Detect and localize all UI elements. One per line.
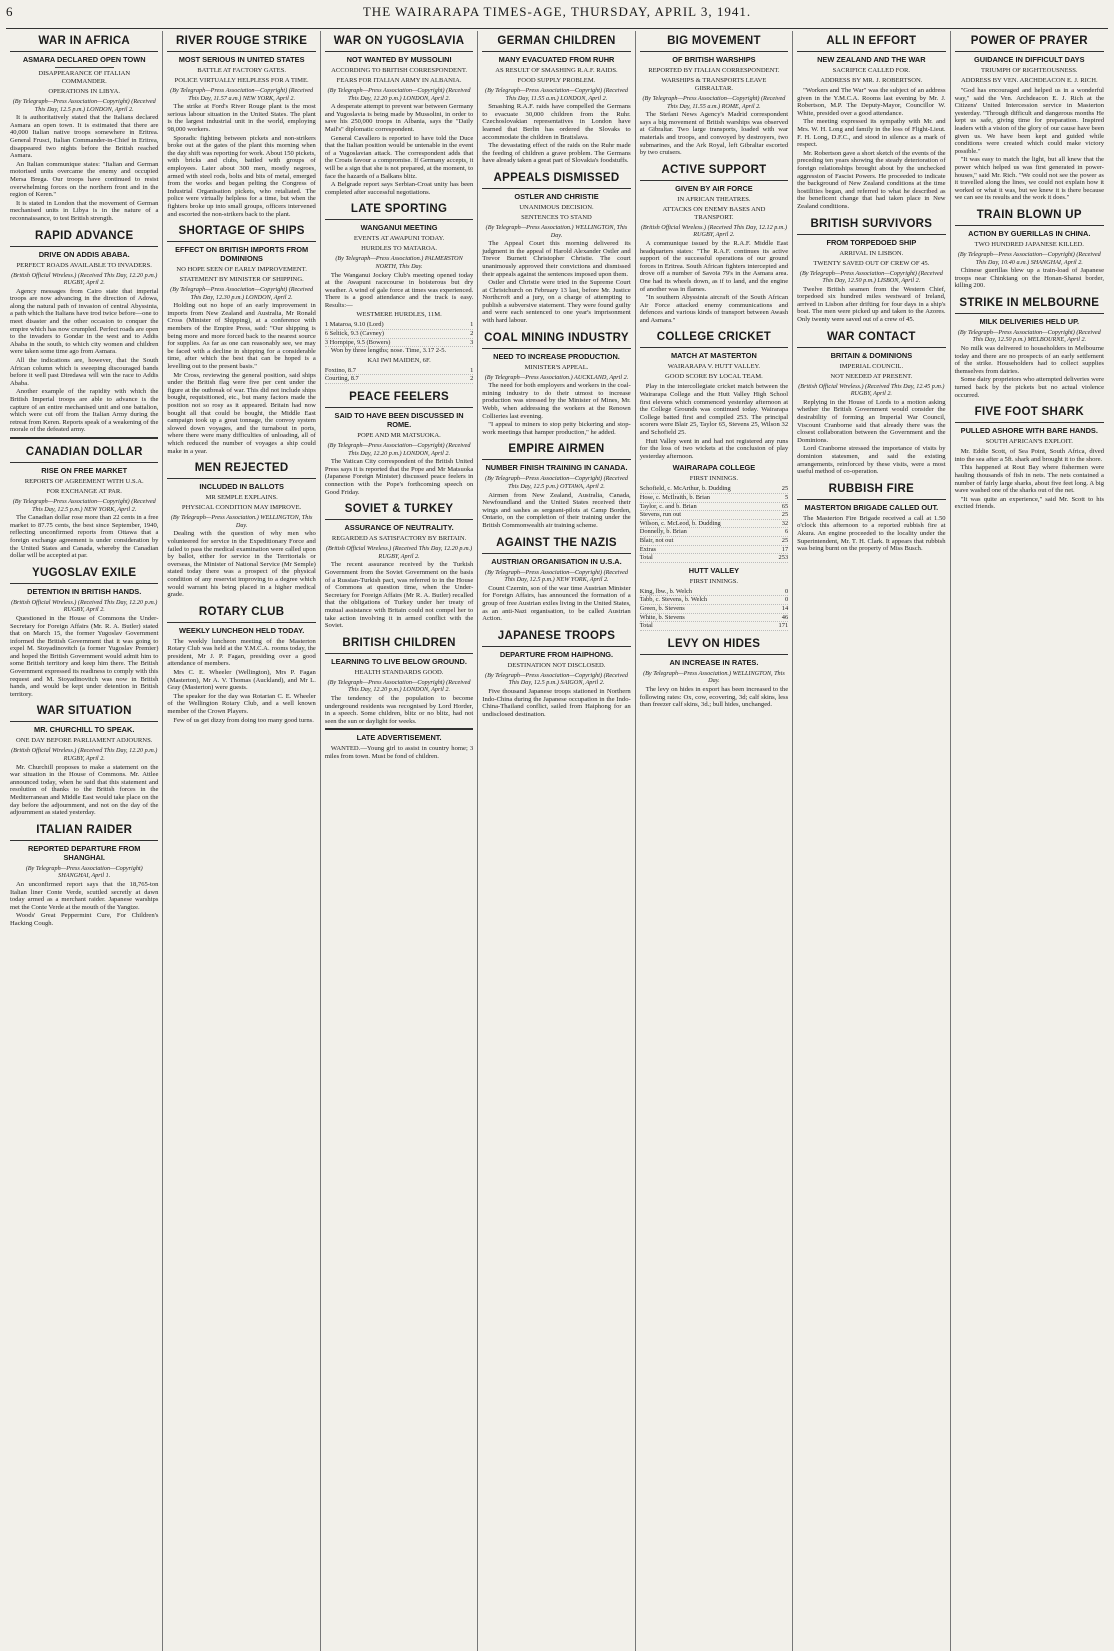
dateline: (By Telegraph—Press Association—Copyright) (Received This Day, 12.20 p.m.) LONDON, April 2. (327, 87, 471, 102)
advertisement: Woods' Great Peppermint Cure, For Children's Hacking Cough. (10, 912, 159, 927)
subheadline: POPE AND MR MATSUOKA. (357, 432, 441, 440)
subheadline: WEEKLY LUNCHEON HELD TODAY. (179, 625, 305, 635)
dateline: (By Telegraph—Press Association—Copyright) (Received This Day, 12.5 p.m.) SAIGON, April 2. (485, 671, 628, 687)
subheadline: DISAPPEARANCE OF ITALIAN COMMANDER. (38, 70, 131, 85)
article-war-contact (797, 327, 945, 476)
subheadline: HURDLES TO MATAROA. (361, 245, 438, 253)
article-paragraph: Holding out no hope of an early improvement in imports from New Zealand and Australia, Mr Ronald Cross (Minister of Shipping), at a conference with members of the Empire Press, said: "Our shipping is being more and more forced back to the nearest source for supplies. As far as one can reasonably see, we may be faced with a decline in shipping for a considerable time, after which the best that can be hoped is a levelling out to the present basis." (167, 302, 316, 371)
article-power-of-prayer (955, 31, 1104, 202)
article-paragraph: "Workers and The War" was the subject of an address given in the Y.M.C.A. Rooms last evening by Mr. J. Robertson, M.P. The Deputy-Mayor, Councillor W. White, presided over a good attendance. (797, 87, 946, 117)
headline: SOVIET & TURKEY (325, 499, 473, 520)
subheadline: DRIVE ON ADDIS ABABA. (38, 249, 130, 259)
article-paragraph: Replying in the House of Lords to a motion asking whether the British Government would consider the desirability of forming an Imperial War Council, Viscount Cranborne said that already there was the closest collaboration between the Government and the Dominions. (797, 398, 946, 444)
article-paragraph: Airmen from New Zealand, Australia, Canada, Newfoundland and the United States received their wings and sashes as sergeant-pilots at Camp Borden, Ontario, on the completion of their training under the British Commonwealth air training scheme. (482, 491, 631, 529)
subheadline: REPORTS OF AGREEMENT WITH U.S.A. (24, 477, 144, 485)
headline: RIVER ROUGE STRIKE (167, 31, 315, 52)
subheadline: STATEMENT BY MINISTER OF SHIPPING. (179, 276, 304, 284)
subheadline: UNANIMOUS DECISION. (519, 203, 594, 211)
headline: TRAIN BLOWN UP (955, 205, 1104, 226)
article-paragraph: "In southern Abyssinia aircraft of the South African Air Force attacked enemy communications and defences and various kinds of transport between Awash and Asmara." (639, 294, 789, 324)
article-paragraph: No milk was delivered to householders in Melbourne today and there are no prospects of an early settlement of the strike. Householders had to collect supplies themselves from dairies. (954, 345, 1104, 375)
score-row: King, lbw., b. Welch 0 (639, 587, 789, 595)
article-paragraph: The Vatican City correspondent of the British United Press says it is reported that the Pope and Mr Matsuoka (Japanese Foreign Minister) discussed peace feelers in connection with the Pope's forthcoming speech on Good Friday. (324, 458, 474, 496)
subheadline: TRIUMPH OF RIGHTEOUSNESS. (981, 67, 1078, 74)
subheadline: MANY EVACUATED FROM RUHR (498, 55, 615, 64)
dateline: (By Telegraph—Press Association—Copyright) (Received This Day, 12.20 p.m.) LONDON, April 2. (327, 678, 471, 694)
dateline: (By Telegraph—Press Association—Copyright) (Received This Day, 11.57 a.m.) NEW YORK, April 2. (170, 87, 314, 102)
subheadline: ADDRESS BY MR. J. ROBERTSON. (820, 77, 923, 84)
headline: YUGOSLAV EXILE (10, 563, 158, 584)
article-paragraph: The Wanganui Jockey Club's meeting opened today at the Awapuni racecourse in boisterous but dry weather. A wind of gale force at times was experienced. There is a good attendance and the track is easy. Results:— (324, 271, 474, 309)
article-all-in-effort (797, 31, 945, 211)
dateline: (By Telegraph—Press Association.) AUCKLAND, April 2. (484, 373, 629, 381)
result-row: Foxtino, 8.7 1 (324, 366, 474, 374)
subheadline: ACCORDING TO BRITISH CORRESPONDENT. (331, 67, 468, 74)
subheadline: BRITAIN & DOMINIONS (830, 350, 913, 360)
scorecard (640, 588, 788, 631)
subheadline: DESTINATION NOT DISCLOSED. (507, 661, 606, 669)
subheadline: EVENTS AT AWAPUNI TODAY. (353, 235, 445, 243)
subheadline: DETENTION IN BRITISH HANDS. (27, 586, 142, 596)
article-paragraph: Mr. Eddie Scott, of Sea Point, South Africa, dived into the sea after a 5ft. shark and brought it to the shore. (954, 448, 1104, 463)
score-row: Wilson, c. McLeod, b. Dudding 32 (639, 519, 789, 527)
subheadline: OSTLER AND CHRISTIE (514, 191, 599, 201)
scorecard (640, 485, 788, 562)
article-paragraph: Smashing R.A.F. raids have compelled the Germans to evacuate 30,000 children from the Ruhr. Czechoslovakian representatives in London have learned that Berlin has ordered the Slovaks to accommodate the children in Bratislava. (482, 103, 631, 141)
column-2 (163, 31, 320, 1651)
dateline: (By Telegraph—Press Association—Copyright) (Received This Day, 11.55 a.m.) ROME, April 2. (642, 95, 786, 110)
subheadline: GUIDANCE IN DIFFICULT DAYS (974, 55, 1085, 64)
article-paragraph: The meeting expressed its sympathy with Mr. and Mrs. W. H. Long and family in the loss of Flight-Lieut. F. H. Long, D.F.C., and stood in silence as a mark of respect. (797, 118, 946, 149)
article-men-rejected (167, 458, 315, 599)
headline: BRITISH CHILDREN (325, 633, 473, 654)
article-italian-raider (10, 820, 158, 928)
subheadline: REGARDED AS SATISFACTORY BY BRITAIN. (331, 535, 467, 543)
article-paragraph: A Belgrade report says Serbian-Croat unity has been completed after successful negotiations. (324, 181, 474, 196)
article-paragraph: The devastating effect of the raids on the Ruhr made the feeding of children a grave problem. The Germans have already taken a great part of Slovakia's foodstuffs. (482, 142, 631, 165)
headline: PEACE FEELERS (325, 387, 473, 408)
subheadline: FROM TORPEDOED SHIP (826, 237, 917, 247)
subheadline: ARRIVAL IN LISBON. (839, 249, 904, 257)
article-paragraph: Hutt Valley went in and had not registered any runs for the loss of two wickets at the conclusion of play yesterday afternoon. (639, 437, 789, 460)
score-total-row: Total 171 (639, 622, 789, 630)
subheadline: ASSURANCE OF NEUTRALITY. (344, 523, 454, 533)
article-canadian-dollar (10, 442, 158, 560)
team-heading: WAIRARAPA COLLEGE (672, 463, 756, 473)
subheadline: IN AFRICAN THEATRES. (677, 195, 751, 203)
headline: WAR CONTACT (797, 327, 945, 348)
subheadline: SACRIFICE CALLED FOR. (832, 67, 911, 74)
subheadline: NOT NEEDED AT PRESENT. (830, 372, 913, 380)
subheadline: NUMBER FINISH TRAINING IN CANADA. (485, 463, 628, 473)
result-row: 6 Seltick, 9.3 (Cavney) 2 (324, 330, 474, 338)
headline: ROTARY CLUB (167, 602, 315, 623)
dateline: (By Telegraph—Press Association—Copyright) (Received This Day, 12.5 p.m.) NEW YORK, April 2. (485, 568, 628, 584)
subheadline: NEED TO INCREASE PRODUCTION. (493, 351, 620, 361)
article-war-situation (10, 701, 158, 816)
article-levy-on-hides (640, 634, 788, 709)
article-yugoslav-exile (10, 563, 158, 699)
column-6 (793, 31, 950, 1651)
subheadline: LEARNING TO LIVE BELOW GROUND. (331, 656, 467, 666)
late-advertisement-heading: LATE ADVERTISEMENT. (356, 733, 442, 743)
article-paragraph: Twelve British seamen from the Western Chief, torpedoed six hundred miles westward of Ireland, arrived in Lisbon after drifting for four days in a ship's boat. The men were picked up and taken to the Azores. Only twenty were saved out of a crew of 45. (797, 285, 946, 324)
article-paragraph: The levy on hides in export has been increased to the following rates: Ox, cow, ecovering, 3d; calf skins, less than freezer calf skins, 3d.; bull hides, unchanged. (639, 685, 789, 709)
article-paragraph: The tendency of the population to become underground residents was recognised by Lord Horder, in a speech. Some children, blitz or no blitz, had not seen the sun or daylight for weeks. (324, 694, 474, 725)
headline: ACTIVE SUPPORT (640, 160, 788, 181)
headline: ALL IN EFFORT (797, 31, 945, 52)
headline: MEN REJECTED (167, 458, 315, 479)
subheadline: MINISTER'S APPEAL. (524, 363, 589, 371)
article-paragraph: Chinese guerillas blew up a train-load of Japanese troops near Chinkiang on the Honan-Shansi border, killing 200. (954, 267, 1104, 290)
article-against-the-nazis (482, 533, 630, 623)
dateline: (By Telegraph—Press Association—Copyright) (Received This Day, 12.5 p.m.) LONDON, April 2. (12, 98, 156, 113)
article-peace-feelers (325, 387, 473, 496)
subheadline: FEARS FOR ITALIAN ARMY IN ALBANIA. (336, 77, 462, 84)
article-empire-airmen (482, 439, 630, 529)
article-college-cricket (640, 327, 788, 630)
subheadline: ACTION BY GUERILLAS IN CHINA. (968, 228, 1091, 238)
dateline: (By Telegraph—Press Association—Copyright) SHANGHAI, April 1. (25, 864, 143, 880)
race-results (325, 367, 473, 384)
headline: ITALIAN RAIDER (10, 820, 158, 841)
article-paragraph: Another example of the rapidity with which the British Imperial troops are able to advance is the capture of an entire mechanised unit and one battalion, which were cut off from the Italian Army during the retreat from Keren. Reports speak of a weakening of the morale of the defeated army. (10, 388, 159, 434)
headline: COAL MINING INDUSTRY (482, 328, 630, 349)
subheadline: GOOD SCORE BY LOCAL TEAM. (665, 373, 763, 381)
article-paragraph: The Canadian dollar rose more than 22 cents in a free market to 87.75 cents, the best since September, 1940, reflecting unconfirmed reports from Ottawa that a foreign exchange agreement is under consideration by the United States and Canada, whereby the Canadian dollar will be accepted at par. (10, 514, 159, 560)
article-paragraph: Dealing with the question of why men who volunteered for service in the Expeditionary Force and failed to pass the medical examination were called upon by ballot, either for service in the Territorials or overseas, the Minister of National Service (Mr Semple) stated today there was a prospect of the physical condition of any reservist improving to a degree which would warrant his being placed in a higher medical grade. (167, 530, 316, 599)
article-active-support (640, 160, 788, 325)
subheadline: POLICE VIRTUALLY HELPLESS FOR A TIME. (174, 77, 309, 84)
score-row: Green, b. Stevens 14 (639, 604, 789, 612)
subheadline: MASTERTON BRIGADE CALLED OUT. (804, 502, 939, 512)
article-paragraph: All the indications are, however, that the South African column which is sweeping discouraged bands before it well past Diredawa will win the race to Addis Ababa. (10, 357, 159, 387)
subheadline: ADDRESS BY VEN. ARCHDEACON E. J. RICH. (960, 77, 1098, 84)
subheadline: WARSHIPS & TRANSPORTS LEAVE GIBRALTAR. (661, 77, 767, 92)
subheadline: NEW ZEALAND AND THE WAR (817, 55, 926, 64)
article-paragraph: An Italian communique states: "Italian and German motorised units overcame the enemy and occupied Mersa Brega. Our troops have continued to resist overwhelming forces on the northern front and in the region of Keren." (10, 160, 159, 199)
subheadline: OPERATIONS IN LIBYA. (48, 88, 121, 95)
subheadline: FOOD SUPPLY PROBLEM. (517, 77, 596, 84)
article-paragraph: A communique issued by the R.A.F. Middle East headquarters states: "The R.A.F. continues its active support of the successful operations of our ground forces in Eritrea. South African fighters intercepted and drove off a number of Savoia 79's in the Asmara area. One had its wheels down, as if to land, and the engine of another was in flames. (639, 239, 789, 293)
dateline: (British Official Wireless.) (Received This Day, 12.20 p.m.) RUGBY, April 2. (11, 747, 158, 763)
headline: RUBBISH FIRE (797, 479, 945, 500)
subheadline: DEPARTURE FROM HAIPHONG. (499, 649, 614, 659)
dateline: (By Telegraph—Press Association—Copyright) (Received This Day, 12.50 p.m.) MELBOURNE, April 2. (957, 328, 1101, 344)
score-row: Hose, c. McIlraith, b. Brian 5 (639, 494, 789, 501)
headline: LEVY ON HIDES (640, 634, 788, 655)
article-paragraph: "I appeal to miners to stop petty bickering and stop-work meetings that hamper production," he added. (482, 421, 631, 436)
column-7 (951, 31, 1108, 1651)
subheadline: ASMARA DECLARED OPEN TOWN (22, 55, 146, 64)
subheadline: MR SEMPLE EXPLAINS. (205, 494, 278, 502)
subheadline: AUSTRIAN ORGANISATION IN U.S.A. (491, 556, 622, 566)
subheadline: IMPERIAL COUNCIL. (839, 362, 904, 370)
article-rubbish-fire (797, 479, 945, 553)
result-row: 3 Hornpipe, 9.5 (Bowers) 3 (324, 338, 474, 346)
article-shortage-of-ships (167, 221, 315, 455)
article-paragraph: The Stefani News Agency's Madrid correspondent says a big movement of British warships was observed at Gibraltar. Two large transports, loaded with war materials and troops, and convoyed by destroyers, two submarines, and the Ark Royal, left Gibraltar escorted by two cruisers. (639, 111, 789, 157)
team-heading: HUTT VALLEY (688, 565, 740, 575)
headline: JAPANESE TROOPS (482, 626, 630, 647)
score-row: Donnelly, b. Brian 6 (639, 528, 789, 536)
article-japanese-troops (482, 626, 630, 719)
headline: EMPIRE AIRMEN (482, 439, 630, 460)
subheadline: MR. CHURCHILL TO SPEAK. (34, 725, 135, 735)
subheadline: ONE DAY BEFORE PARLIAMENT ADJOURNS. (16, 737, 153, 745)
article-strike-in-melbourne (955, 293, 1104, 399)
subheadline: SAID TO HAVE BEEN DISCUSSED IN ROME. (334, 411, 464, 430)
race-note: Won by three lengths; nose. Time, 3.17 2-5. (330, 347, 447, 355)
dateline: (By Telegraph—Press Association—Copyright) (Received This Day, 10.40 a.m.) SHANGHAI, April 2. (957, 250, 1101, 266)
advertisement: Few of us get dizzy from doing too many good turns. (173, 716, 314, 724)
score-row: Stevens, run out 25 (639, 511, 789, 519)
race-heading: KAI IWI MAIDEN, 6F. (367, 356, 431, 364)
article-river-rouge-strike (167, 31, 315, 218)
headline: SHORTAGE OF SHIPS (167, 221, 315, 242)
subheadline: PULLED ASHORE WITH BARE HANDS. (960, 426, 1098, 436)
article-paragraph: Mr Cross, reviewing the general position, said ships under the British flag were five per cent under the figure at the outbreak of war. This did not include ships bought, requisitioned, etc., but many factors made the position not so rosy as it appeared. Britain had now bought all that could be bought, the Middle East campaign took up a great tonnage, the convoy system slowed down voyages, and the turnabout in ports, where there were many difficulties of unloading, all of which reduced the number of voyages a ship could make in a year. (167, 371, 316, 455)
article-paragraph: Some dairy proprietors who attempted deliveries were turned back by the pickets but no actual violence occurred. (954, 376, 1104, 399)
dateline: (British Official Wireless.) (Received This Day, 12.12 p.m.) RUGBY, April 2. (640, 223, 788, 239)
article-paragraph: The Masterton Fire Brigade received a call at 1.50 o'clock this afternoon to a reported rubbish fire at Akura. An engine proceeded to the locality under the Superintendent, Mr. T. H. Clark. It appears that rubbish was being burnt on the property of Miss Busch. (797, 514, 946, 553)
headline: APPEALS DISMISSED (482, 168, 630, 189)
innings-heading: FIRST INNINGS. (689, 577, 739, 585)
article-paragraph: General Cavallero is reported to have told the Duce that the Italian position would be untenable in the event of a Yugoslavian attack. The correspondent adds that the Croats favour a compromise. If Germany accepts, it will be a sign that she is not prepared, at the moment, to face the hazards of a Balkans blitz. (324, 134, 474, 180)
headline: FIVE FOOT SHARK (955, 402, 1104, 423)
dateline: (British Official Wireless.) (Received This Day, 12.20 p.m.) RUGBY, April 2. (11, 271, 158, 287)
article-british-survivors (797, 214, 945, 324)
dateline: (British Official Wireless.) (Received This Day, 12.45 p.m.) RUGBY, April 2. (798, 382, 945, 398)
article-paragraph: The Appeal Court this morning delivered its judgment in the appeal of Harold Alexander Ostler and Trevor Burnett Christopher Christie. The court unanimously approved their convictions and dismissed their appeals against the sentences imposed upon them. (482, 240, 631, 278)
article-paragraph: Play in the intercollegiate cricket match between the Wairarapa College and the Hutt Valley High School first elevens which commenced yesterday afternoon at the College Grounds was continued today. Wairarapa College batted first and compiled 253. The principal scorers were Blair 25, Taylor 65, Stevens 25, Wilson 32 and Schofield 25. (639, 383, 789, 437)
article-train-blown-up (955, 205, 1104, 290)
subheadline: TWENTY SAVED OUT OF CREW OF 45. (813, 259, 930, 267)
headline: GERMAN CHILDREN (482, 31, 630, 52)
article-british-children (325, 633, 473, 761)
dateline: (By Telegraph—Press Association—Copyright) (Received This Day, 12.5 p.m.) OTTAWA, April 2. (485, 475, 628, 490)
subheadline: REPORTED DEPARTURE FROM SHANGHAI. (28, 843, 141, 862)
article-paragraph: This happened at Rout Bay where fishermen were hauling thousands of fish in nets. The nets contained a number of fairly large sharks, about five feet long. A big wave washed one of the sharks out of the net. (954, 464, 1104, 495)
score-row: Extras 17 (639, 545, 789, 553)
subheadline: WANGANUI MEETING (360, 223, 438, 233)
article-paragraph: The recent assurance received by the Turkish Government from the Soviet Government on the basis of a Russian-Turkish pact, was referred to in the House of Commons at question time, when the Under-Secretary for Foreign Affairs (Mr R. A. Butler) recalled that the obligations of Turkey under her treaty of mutual assistance with Britain could not compel her to take action involving it in armed conflict with the Soviet. (324, 561, 474, 630)
subheadline: NOT WANTED BY MUSSOLINI (346, 55, 452, 64)
headline: WAR IN AFRICA (10, 31, 158, 52)
subheadline: OF BRITISH WARSHIPS (672, 55, 756, 64)
headline: STRIKE IN MELBOURNE (955, 293, 1104, 314)
dateline: (By Telegraph—Press Association.) PALMERSTON NORTH, This Day. (335, 255, 463, 270)
article-paragraph: Questioned in the House of Commons the Under-Secretary for Foreign Affairs (Mr. R. A. Butler) stated that on March 15, the former Yugoslav Government informed the British Government that it was going to expel M. Stoyadinovitch (a former Yugoslav Premier) and hoped the British Government would admit him to some British territory and keep him there. The British Government expressed its readiness to comply with this request and M. Stoyadinovitch was now in British hands, and would be kept under detention in British territory. (10, 614, 159, 698)
masthead (6, 4, 1108, 29)
article-paragraph: A desperate attempt to prevent war between Germany and Yugoslavia is being made by Mussolini, in order to save his 250,000 troops in Albania, says the "Daily Mail's" diplomatic correspondent. (324, 103, 474, 133)
article-paragraph: Mr. Churchill proposes to make a statement on the war situation in the House of Commons. Mr. Attlee announced today, when he said that this statement and resolution of thanks to the British forces in the Mediterranean and Middle East would take place on the day before the adjournment, and not on the day of the adjournment as stated yesterday. (10, 763, 159, 817)
dateline: (By Telegraph—Press Association—Copyright) (Received This Day, 12.20 p.m.) LONDON, April 2. (327, 442, 471, 457)
subheadline: WAIRARAPA V. HUTT VALLEY. (667, 363, 761, 371)
score-row: Tabb, c. Stevens, b. Welch 0 (639, 596, 789, 604)
article-appeals-dismissed (482, 168, 630, 325)
subheadline: FOR EXCHANGE AT PAR. (46, 487, 122, 495)
subheadline: RISE ON FREE MARKET (41, 465, 128, 475)
article-paragraph: Count Czernin, son of the war time Austrian Minister for Foreign Affairs, has announced the formation of a group of free Austrian exiles living in the United States, as an anti-Nazi organisation, to be called Austrian Action. (482, 584, 631, 623)
article-war-in-africa (10, 31, 158, 223)
headline: BIG MOVEMENT (640, 31, 788, 52)
score-row: Schofield, c. McArthur, b. Dudding 25 (639, 485, 789, 493)
subheadline: MATCH AT MASTERTON (670, 351, 757, 361)
article-rotary-club (167, 602, 315, 725)
article-coal-mining (482, 328, 630, 437)
column-5 (636, 31, 793, 1651)
subheadline: MILK DELIVERIES HELD UP. (979, 316, 1080, 326)
race-heading: WESTMERE HURDLES, 11M. (356, 311, 442, 319)
score-total-row: Total 253 (639, 554, 789, 562)
article-paragraph: It is stated in London that the movement of German mechanised units in Libya is in the nature of a reconnaissance, to test British strength. (10, 199, 159, 222)
score-row: White, b. Stevens 46 (639, 613, 789, 621)
race-results (325, 321, 473, 347)
subheadline: TWO HUNDRED JAPANESE KILLED. (974, 240, 1084, 248)
article-war-on-yugoslavia (325, 31, 473, 196)
subheadline: EFFECT ON BRITISH IMPORTS FROM DOMINIONS (175, 245, 309, 264)
article-paragraph: Five thousand Japanese troops stationed in Northern Indo-China during the Japanese occupation in the Indo-China-Thailand conflict, sailed from Haiphong for an undisclosed destination. (482, 687, 631, 718)
subheadline: MOST SERIOUS IN UNITED STATES (178, 55, 305, 64)
article-paragraph: An unconfirmed report says that the 18,765-ton Italian liner Conte Verde, scuttled secretly at dawn today armed as a merchant raider. Japanese warships met the Conte Verde at the mouth of the Yangtze. (10, 880, 159, 911)
score-row: Blair, not out 25 (639, 536, 789, 544)
score-row: Taylor, c. and b. Brian 65 (639, 502, 789, 510)
subheadline: AN INCREASE IN RATES. (669, 657, 759, 667)
headline: RAPID ADVANCE (10, 226, 158, 247)
article-paragraph: Ostler and Christie were tried in the Supreme Court at Christchurch on February 13 last, before Mr. Justice Northcroft and a jury, on a charge of attempting to publish a subversive statement. They were found guilty and were each sentenced to one year's imprisonment with hard labour. (482, 279, 631, 325)
subheadline: BATTLE AT FACTORY GATES. (197, 67, 287, 74)
subheadline: SENTENCES TO STAND (521, 213, 592, 221)
headline: POWER OF PRAYER (955, 31, 1104, 52)
subheadline: REPORTED BY ITALIAN CORRESPONDENT. (648, 67, 780, 74)
advertisement: WANTED.—Young girl to assist in country home; 3 miles from town. Must be fond of children. (324, 745, 474, 760)
dateline: (British Official Wireless.) (Received This Day, 12.20 p.m.) RUGBY, April 2. (325, 545, 473, 560)
headline: AGAINST THE NAZIS (482, 533, 630, 554)
subheadline: PHYSICAL CONDITION MAY IMPROVE. (181, 504, 302, 512)
column-1 (6, 31, 163, 1651)
article-rapid-advance (10, 226, 158, 434)
newspaper-title: THE WAIRARAPA TIMES-AGE, THURSDAY, APRIL 3, 1941. (362, 4, 752, 19)
article-big-movement (640, 31, 788, 157)
article-paragraph: "It was quite an experience," said Mr. Scott to his excited friends. (954, 495, 1104, 511)
page-number: 6 (6, 4, 14, 19)
dateline: (By Telegraph—Press Association.) WELLINGTON, This Day. (170, 514, 313, 529)
headline: COLLEGE CRICKET (640, 327, 788, 348)
article-paragraph: Mr. Robertson gave a short sketch of the events of the preceding ten years showing the steady deterioration of foreign relationships brought about by the unchecked aggression of Fascist Powers. He proceeded to indicate the background of New Zealand conditions at the time hostilities began, and referred to what he described as the beneficent change that had taken place in New Zealand conditions. (797, 149, 946, 210)
subheadline: AS RESULT OF SMASHING R.A.F. RAIDS. (495, 67, 618, 74)
subheadline: ATTACKS ON ENEMY BASES AND TRANSPORT. (662, 205, 766, 221)
subheadline: NO HOPE SEEN OF EARLY IMPROVEMENT. (176, 266, 307, 274)
innings-heading: FIRST INNINGS. (689, 475, 739, 483)
subheadline: INCLUDED IN BALLOTS (199, 482, 284, 492)
headline: BRITISH SURVIVORS (797, 214, 945, 235)
result-row: 1 Mataroa, 9.10 (Lord) 1 (324, 321, 474, 329)
headline: LATE SPORTING (325, 199, 473, 220)
article-paragraph: The speaker for the day was Rotarian C. E. Wheeler of the Wellington Rotary Club, and a well known member of the Crown Players. (167, 692, 316, 716)
article-five-foot-shark (955, 402, 1104, 511)
article-paragraph: The weekly luncheon meeting of the Masterton Rotary Club was held at the Y.M.C.A. rooms today, the president, Mr J. P. Fagan, presiding over a good attendance of members. (167, 637, 316, 668)
subheadline: SOUTH AFRICAN'S EXPLOIT. (985, 438, 1073, 446)
headline: CANADIAN DOLLAR (10, 442, 158, 463)
article-late-sporting (325, 199, 473, 384)
article-soviet-turkey (325, 499, 473, 630)
dateline: (By Telegraph—Press Association—Copyright) (Received This Day, 12.50 p.m.) LISBON, April 2. (799, 269, 943, 285)
headline: WAR SITUATION (10, 701, 158, 722)
article-paragraph: "God has encouraged and helped us in a wonderful way," said the Ven. Archdeacon E. J. Rich at the Citizens' United Intercession service in Masterton yesterday. "Through difficult and dangerous months He kept us safe, giving time for preparation. Inspired leaders with a vision of the glory of our cause have been given us. We have been kept and guided while conditions were created which could make victory possible." (954, 87, 1104, 155)
article-paragraph: Sporadic fighting between pickets and non-strikers broke out at the gates of the plant this morning when the day shift was reporting for work. About 150 pickets, with bricks and clubs, battled with groups of employees. Later about 300 men, mostly negroes, armed with steel rods, bolts and bits of metal, emerged from the works and began pelting the Congress of Industrial Organisation pickets, who retaliated. The police were virtually helpless for a time, but when the fighters broke up into small groups, officers intervened and escorted the non-strikers back to the plant. (167, 134, 316, 218)
dateline: (By Telegraph—Press Association.) WELLINGTON, This Day. (643, 669, 785, 685)
column-3 (321, 31, 478, 1651)
column-4 (478, 31, 635, 1651)
article-paragraph: Mrs C. E. Wheeler (Wellington), Mrs P. Fagan (Masterton), Mr A. V. Thomas (Auckland), and Mr L. Gray (Masterton) were guests. (167, 669, 316, 692)
dateline: (By Telegraph—Press Association—Copyright) (Received This Day, 12.5 p.m.) NEW YORK, April 2. (12, 497, 156, 513)
article-paragraph: It is authoritatively stated that the Italians declared Asmara an open town. It is estimated that there are 40,000 Italian native troops somewhere in Eritrea. General Frusci, Italian Commander-in-Chief in Eritrea, disappeared two nights before the British reached Asmara. (10, 114, 159, 160)
result-row: Courting, 8.7 2 (324, 375, 474, 383)
dateline: (By Telegraph—Press Association.) WELLINGTON, This Day. (485, 223, 628, 239)
article-paragraph: The need for both employers and workers in the coal-mining industry to do their utmost to increase production was stressed by the Minister of Mines, Mr. Webb, when addressing the workers at the Renown Collieries last evening. (482, 382, 631, 420)
dateline: (British Official Wireless.) (Received This Day, 12.20 p.m.) RUGBY, April 2. (11, 598, 158, 614)
dateline: (By Telegraph—Press Association—Copyright) (Received This Day, 12.30 p.m.) LONDON, April 2. (170, 286, 314, 301)
article-german-children (482, 31, 630, 165)
dateline: (By Telegraph—Press Association—Copyright) (Received This Day, 11.55 a.m.) LONDON, April 2. (485, 87, 628, 102)
article-paragraph: Agency messages from Cairo state that imperial troops are now advancing in the direction of Adowa, along the natural path of invasion of central Abyssinia, a path which the Italians have trod twice before—one to meet disaster and the other occasion to conquer the empire which has now crumpled. Perfect roads are open to the invaders to Gondar in the west and to Addis Ababa in the south, to which city women and children were taken some time ago from Asmara. (10, 287, 159, 356)
article-paragraph: Lord Cranborne stressed the importance of visits by dominion statesmen, and said the existing arrangements, reinforced by these visits, were a most useful method of co-operation. (797, 445, 946, 476)
subheadline: GIVEN BY AIR FORCE (675, 183, 753, 193)
article-paragraph: "It was easy to match the light, but all knew that the power which helped us was first generated in power-houses," said Mr. Rich. "We could not see the power as it travelled along the lines, we could not explain how it worked or what it was, but we knew it is there because we can see its results and the work it does." (954, 156, 1104, 202)
subheadline: HEALTH STANDARDS GOOD. (354, 668, 444, 676)
headline: WAR ON YUGOSLAVIA (325, 31, 473, 52)
subheadline: PERFECT ROADS AVAILABLE TO INVADERS. (16, 261, 152, 269)
article-paragraph: The strike at Ford's River Rouge plant is the most serious labour situation in the United States. The plant is the largest industrial unit in the world, employing 98,000 workers. (167, 103, 316, 133)
